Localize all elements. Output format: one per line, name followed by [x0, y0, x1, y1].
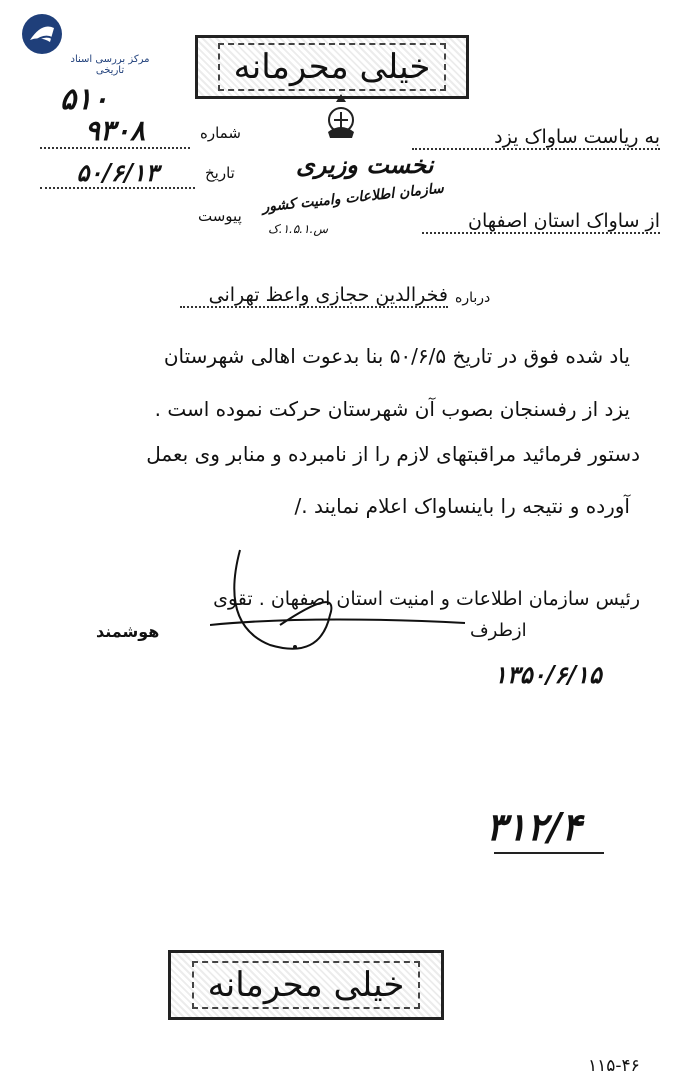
signature-title: رئیس سازمان اطلاعات و امنیت استان اصفهان . تقوی: [213, 588, 640, 610]
letter-date: ۱۳۵۰/۶/۱۵: [494, 660, 602, 689]
signer-name: هوشمند: [96, 622, 160, 641]
organization-title: سازمان اطلاعات وامنیت کشور: [261, 180, 445, 216]
number-label: شماره: [200, 124, 241, 142]
recipient-line: به ریاست ساواک یزد: [412, 126, 660, 150]
lion-and-sun-emblem-icon: [316, 92, 366, 142]
subject-label: درباره: [455, 290, 491, 306]
handwritten-reference: ۳۱۲/۴: [486, 804, 582, 849]
attachment-label: پیوست: [198, 207, 242, 225]
signature-by-label: ازطرف: [470, 620, 527, 641]
date-label: تاریخ: [205, 164, 235, 182]
ministry-title: نخست وزیری: [296, 150, 434, 179]
body-line-1: یاد شده فوق در تاریخ ۵۰/۶/۵ بنا بدعوت اهالی شهرستان: [163, 344, 630, 368]
corner-number: ۵۱۰: [60, 82, 109, 117]
bottom-stamp-text: خیلی محرمانه: [192, 961, 421, 1009]
top-stamp-text: خیلی محرمانه: [218, 43, 447, 91]
date-value: ۵۰/۶/۱۳: [40, 158, 195, 189]
reference-underline: [494, 852, 604, 854]
body-line-2: یزد از رفسنجان بصوب آن شهرستان حرکت نموده است .: [154, 397, 630, 421]
footer-reference: ۱۱۵-۴۶: [588, 1056, 640, 1076]
sender-line: از ساواک استان اصفهان: [422, 210, 660, 234]
archive-watermark-text: مرکز بررسی اسناد تاریخی: [70, 54, 150, 76]
number-value: ۹۳۰۸: [40, 114, 190, 149]
handwritten-signature-icon: [210, 545, 470, 660]
bottom-confidential-stamp: [168, 950, 444, 1020]
subject-value: فخرالدین حجازی واعظ تهرانی: [180, 284, 448, 308]
top-confidential-stamp: [195, 35, 469, 99]
archive-logo: [20, 12, 64, 56]
organization-code: س.۱.۵.۱.ک: [268, 222, 328, 236]
body-line-4: آورده و نتیجه را باینساواک اعلام نمایند ./: [294, 494, 630, 518]
body-line-3: دستور فرمائید مراقبتهای لازم را از نامبرده و منابر وی بعمل: [146, 442, 640, 466]
